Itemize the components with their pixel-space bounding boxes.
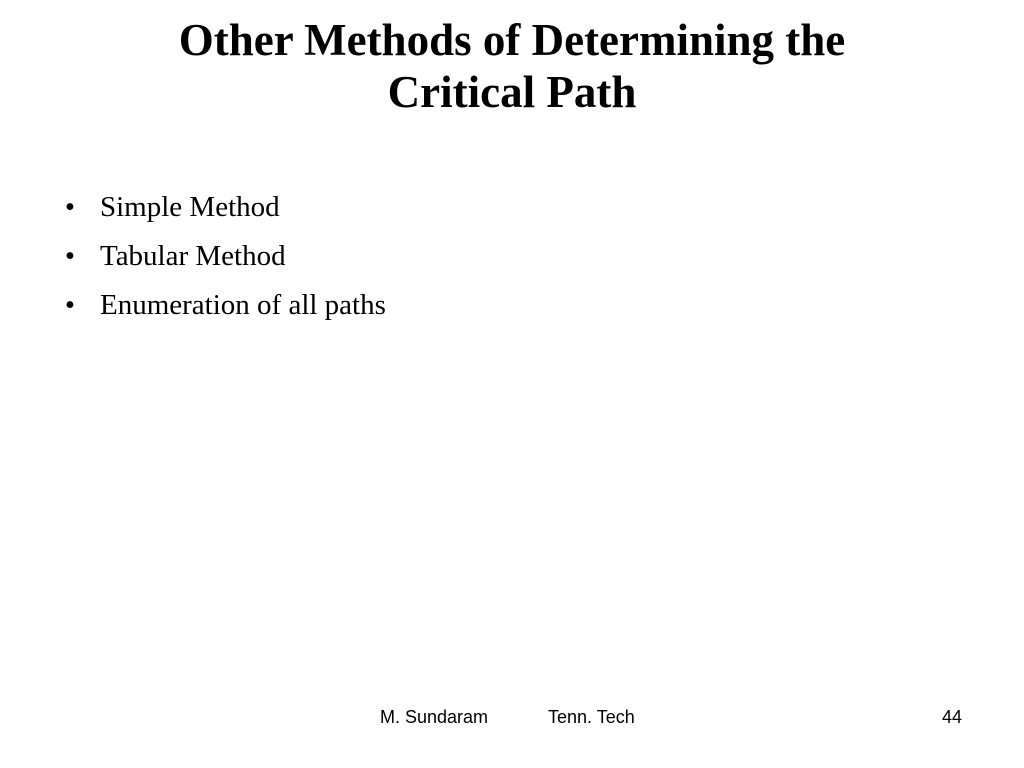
slide-title-line-1: Other Methods of Determining the xyxy=(178,15,846,65)
footer-institution: Tenn. Tech xyxy=(548,707,635,727)
bullet-item-enumeration xyxy=(60,282,386,331)
bullet-item-tabular-method xyxy=(60,233,386,282)
footer-author: M. Sundaram xyxy=(380,707,489,727)
bullet-text: Tabular Method xyxy=(100,240,286,272)
page-number: 44 xyxy=(941,707,962,727)
bullet-item-simple-method xyxy=(60,184,386,233)
bullet-icon: • xyxy=(64,191,76,223)
bullet-text: Simple Method xyxy=(100,191,280,223)
bullet-icon: • xyxy=(64,289,76,321)
slide-title xyxy=(60,14,964,118)
bullet-icon: • xyxy=(64,240,76,272)
footer-credits xyxy=(380,706,635,728)
slide-title-line-2: Critical Path xyxy=(387,67,637,117)
bullet-text: Enumeration of all paths xyxy=(100,289,386,321)
bullet-list xyxy=(60,184,386,331)
